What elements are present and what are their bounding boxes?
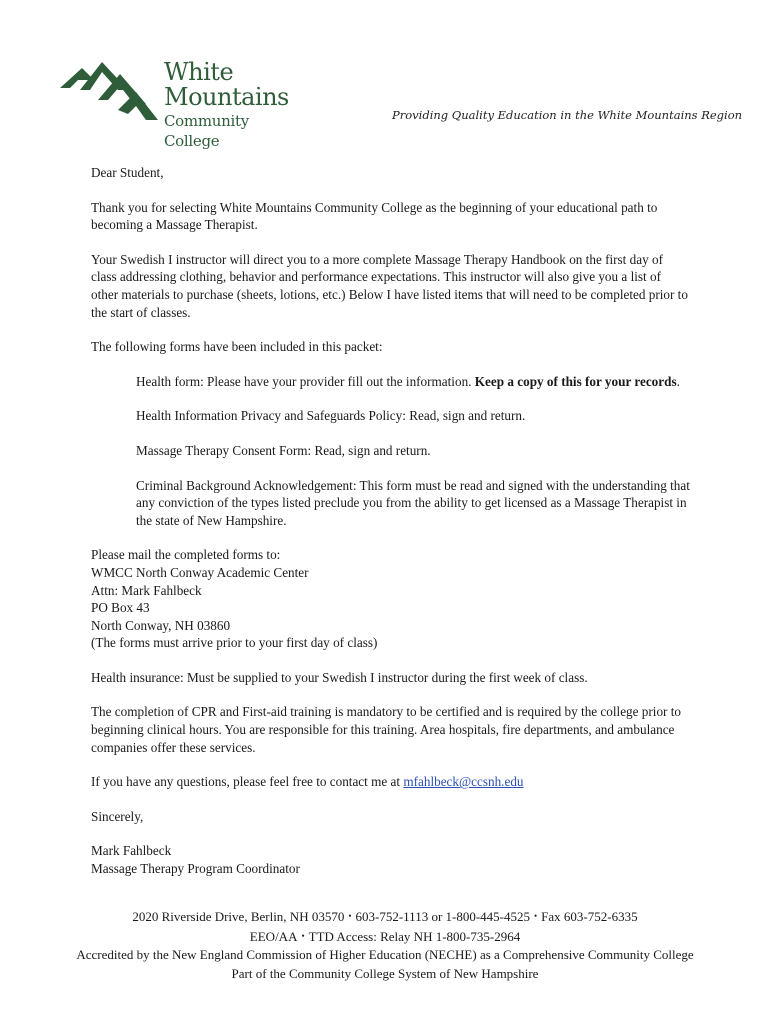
closing: Sincerely, xyxy=(91,808,144,824)
form-item-consent: Massage Therapy Consent Form: Read, sign and return. xyxy=(136,442,431,458)
footer-phone: 603-752-1113 or 1-800-445-4525 xyxy=(355,909,531,924)
address-line: PO Box 43 xyxy=(91,600,150,616)
mail-intro: Please mail the completed forms to: xyxy=(91,547,281,563)
form-item-privacy: Health Information Privacy and Safeguards Policy: Read, sign and return. xyxy=(136,408,526,424)
footer-system: Part of the Community College System of New Hampshire xyxy=(231,965,539,981)
form-health-end: . xyxy=(676,373,680,389)
form-item-background: Criminal Background Acknowledgement: This form must be read and signed with the understanding that any conviction of the types listed preclude you from the ability to get licensed as a Massage Therapist in the state of New Hampshire. xyxy=(136,477,690,528)
address-note: (The forms must arrive prior to your first day of class) xyxy=(91,635,378,651)
logo-line-mountains: Mountains xyxy=(164,83,289,111)
logo-line-white: White xyxy=(164,58,234,86)
paragraph-forms-intro: The following forms have been included in this packet: xyxy=(91,339,383,355)
salutation: Dear Student, xyxy=(91,165,164,180)
footer-ttd: TTD Access: Relay NH 1-800-735-2964 xyxy=(308,928,521,944)
bullet-icon: • xyxy=(348,911,352,921)
footer-accreditation: Accredited by the New England Commission of Higher Education (NECHE) as a Comprehensive Community College xyxy=(76,947,694,962)
footer-contact-line xyxy=(0,907,770,927)
paragraph-cpr: The completion of CPR and First-aid training is mandatory to be certified and is required by the college prior to beginning clinical hours. You are responsible for this training. Area hospitals, fire departments, and ambulance companies offer these services. xyxy=(91,704,681,755)
questions-text: If you have any questions, please feel free to contact me at xyxy=(91,774,404,790)
signature-block xyxy=(91,842,691,877)
form-item-health xyxy=(136,373,691,391)
logo-line-community-college: Community College xyxy=(164,112,249,150)
address-line: WMCC North Conway Academic Center xyxy=(91,564,309,580)
footer-address: 2020 Riverside Drive, Berlin, NH 03570 xyxy=(132,909,345,924)
form-health-text: Health form: Please have your provider fill out the information. xyxy=(136,373,475,389)
bullet-icon: • xyxy=(301,930,305,941)
paragraph-instructor: Your Swedish I instructor will direct you to a more complete Massage Therapy Handbook on the first day of class addressing clothing, behavior and performance expectations. This instructor will also give you a list of other materials to purchase (sheets, lotions, etc.) Below I have listed items that will need to be completed prior to the start of classes. xyxy=(91,251,688,320)
signature-name: Mark Fahlbeck xyxy=(91,843,172,859)
footer-eeo-line xyxy=(0,927,770,947)
signature-title: Massage Therapy Program Coordinator xyxy=(91,861,300,877)
paragraph-insurance: Health insurance: Must be supplied to your Swedish I instructor during the first week of class. xyxy=(91,669,588,685)
mailing-address xyxy=(91,546,691,652)
logo-wordmark xyxy=(164,60,298,151)
paragraph-intro: Thank you for selecting White Mountains Community College as the beginning of your educational path to becoming a Massage Therapist. xyxy=(91,199,658,233)
mountains-icon xyxy=(58,60,162,124)
footer-eeo: EEO/AA xyxy=(249,928,298,944)
footer xyxy=(0,907,770,983)
letter-body xyxy=(91,164,691,878)
footer-fax: Fax 603-752-6335 xyxy=(541,909,638,924)
email-link[interactable]: mfahlbeck@ccsnh.edu xyxy=(403,774,524,790)
paragraph-questions xyxy=(91,773,691,791)
address-line: North Conway, NH 03860 xyxy=(91,617,231,633)
tagline: Providing Quality Education in the White Mountains Region xyxy=(392,108,743,122)
college-logo xyxy=(58,56,298,150)
form-health-bold: Keep a copy of this for your records xyxy=(474,373,677,389)
address-line: Attn: Mark Fahlbeck xyxy=(91,582,202,598)
bullet-icon: • xyxy=(534,911,538,921)
